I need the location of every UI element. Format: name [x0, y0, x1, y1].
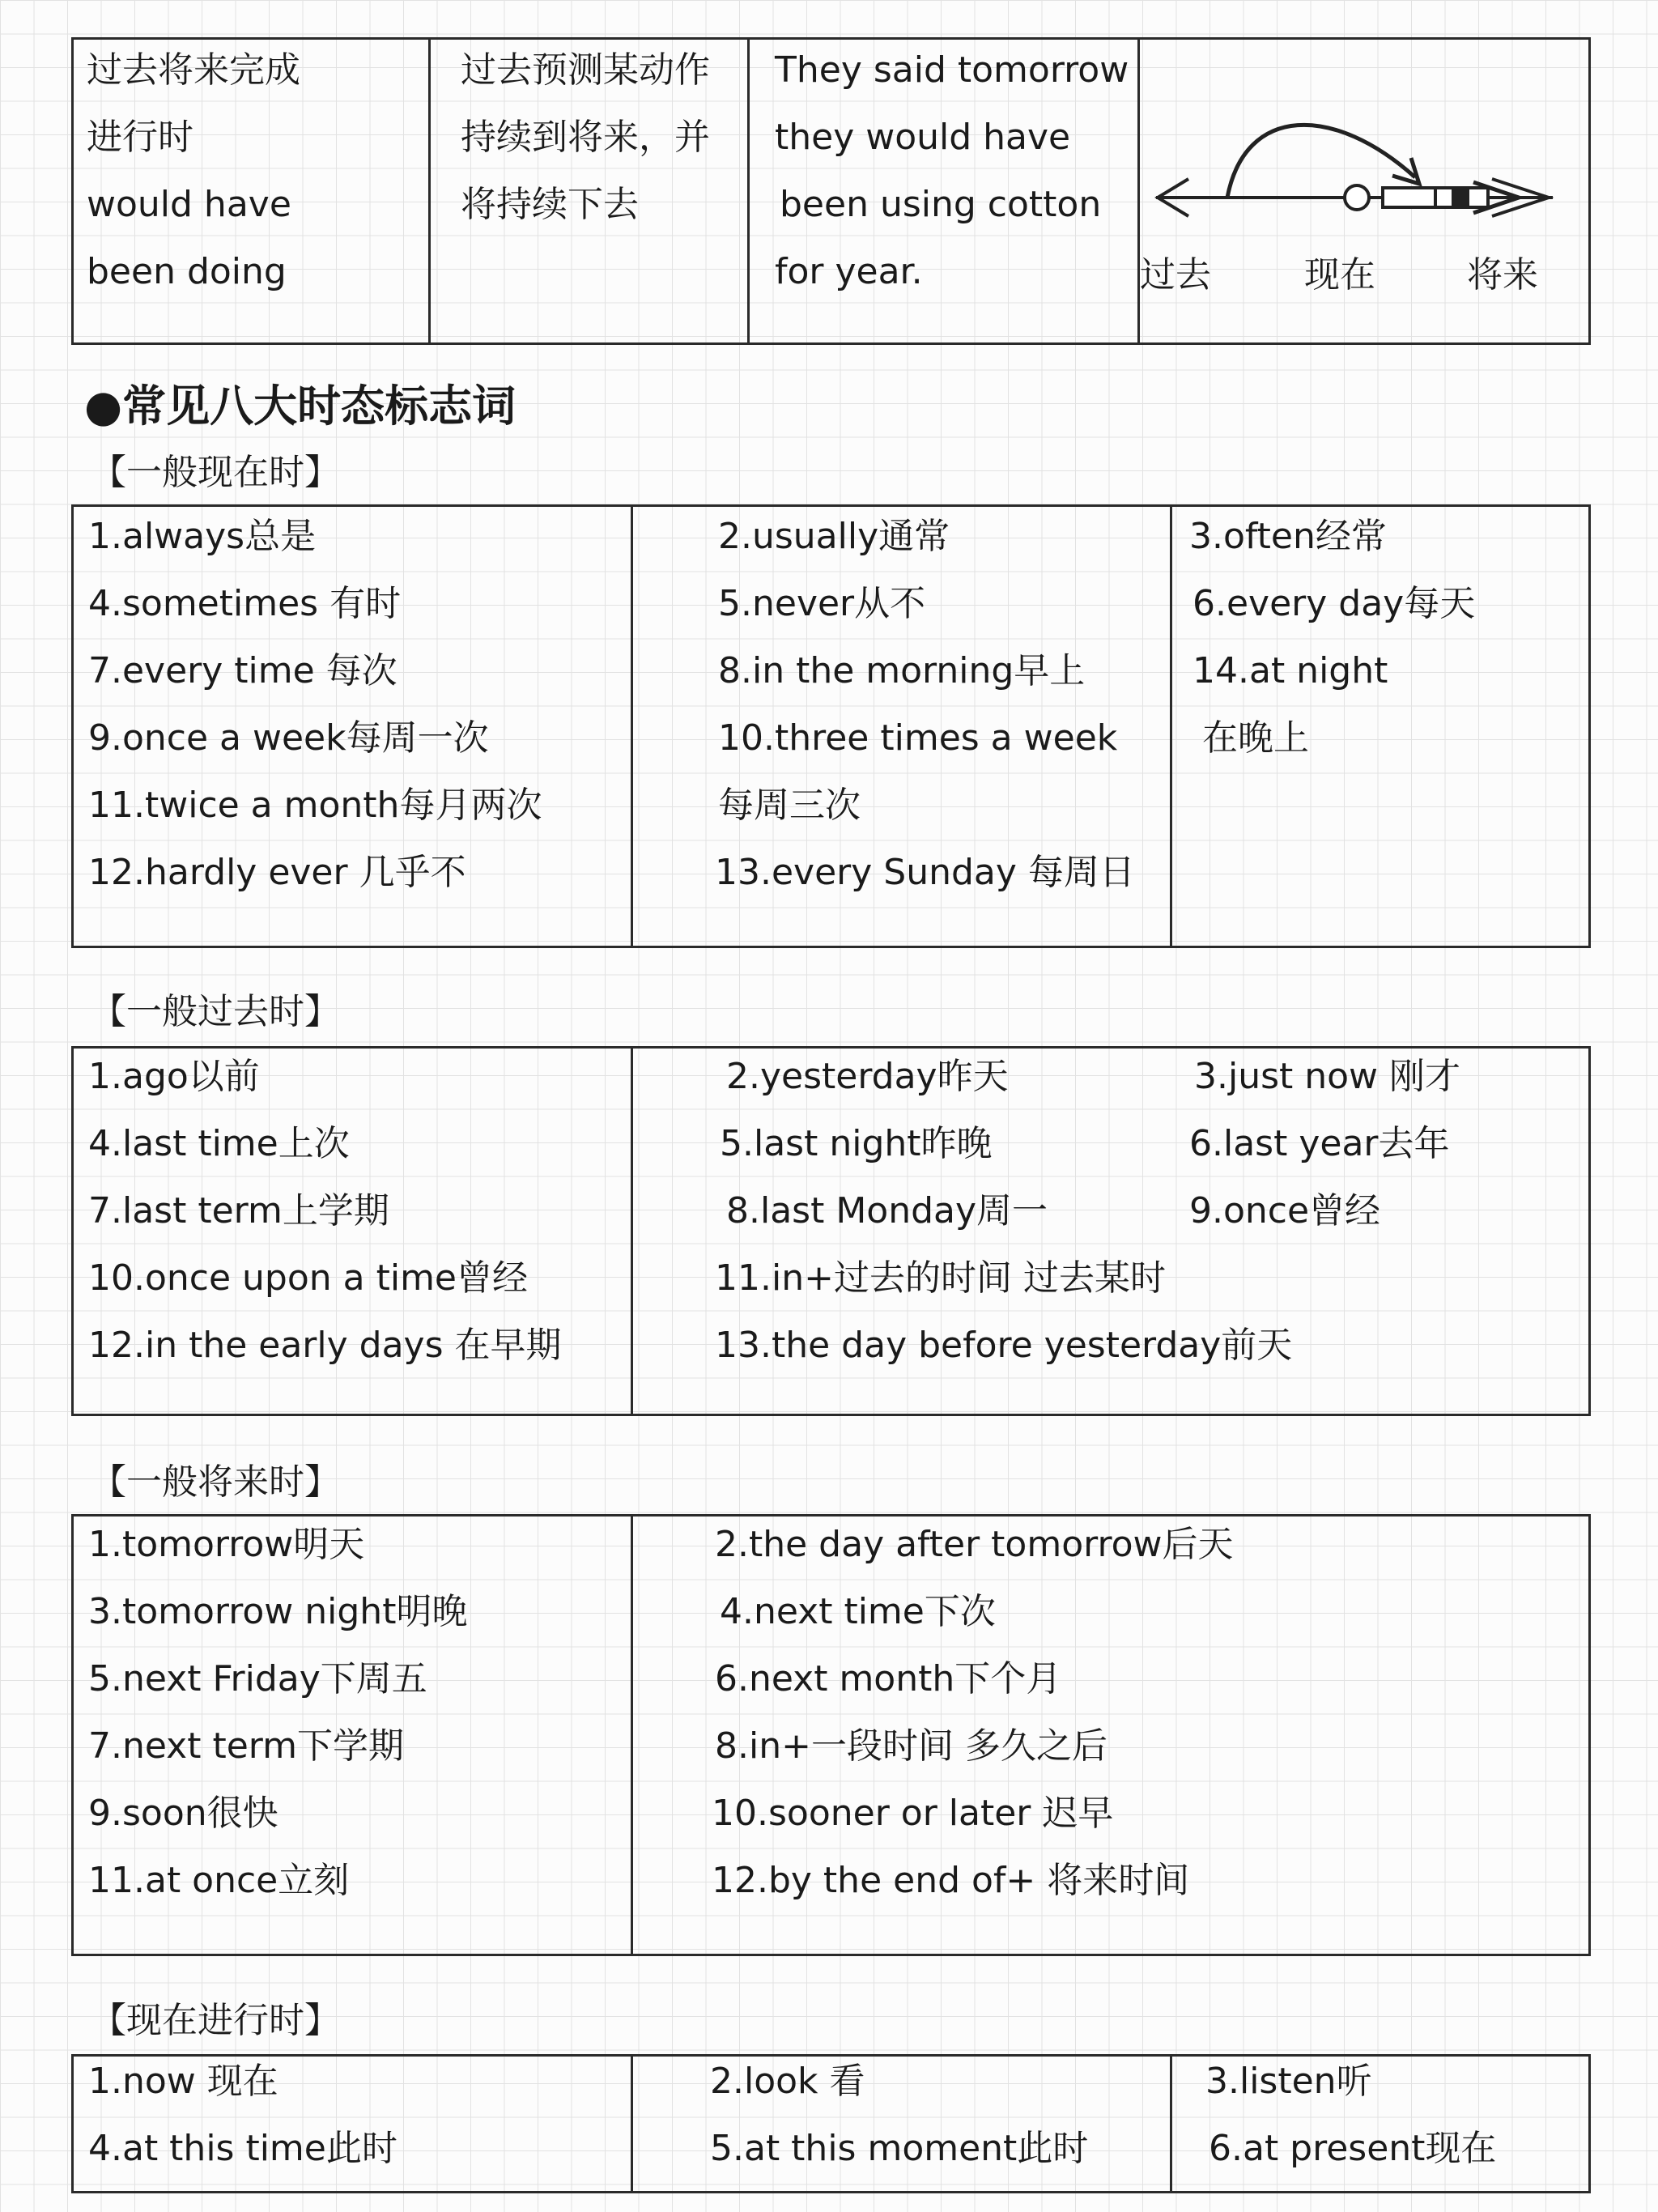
signal-word-item: 1.always总是 — [88, 516, 317, 557]
signal-word-item: 12.by the end of+ 将来时间 — [712, 1860, 1190, 1901]
signal-word-item: 5.last night昨晚 — [720, 1123, 993, 1164]
timeline-label-past: 过去 — [1140, 254, 1211, 296]
example-line: for year. — [775, 251, 923, 292]
signal-word-item: 8.in the morning早上 — [718, 650, 1086, 691]
section-title-simple-present: 【一般现在时】 — [91, 452, 340, 493]
signal-word-item: 6.last year去年 — [1189, 1123, 1450, 1164]
table-simple-present — [71, 504, 1591, 948]
signal-word-item: 8.last Monday周一 — [726, 1190, 1048, 1231]
signal-word-item: 1.now 现在 — [88, 2061, 278, 2102]
section-title-simple-past: 【一般过去时】 — [91, 991, 340, 1032]
timeline-label-future: 将来 — [1467, 254, 1538, 296]
signal-word-item: 3.listen听 — [1205, 2061, 1372, 2102]
tense-name-line: 进行时 — [87, 117, 193, 158]
signal-word-item: 6.next month下个月 — [715, 1658, 1062, 1699]
tense-name-line: would have — [87, 184, 291, 225]
signal-word-item: 1.ago以前 — [88, 1056, 260, 1097]
signal-word-item: 2.usually通常 — [718, 516, 950, 557]
signal-word-item: 11.in+过去的时间 过去某时 — [715, 1257, 1166, 1299]
signal-word-item: 10.three times a week — [718, 717, 1118, 759]
signal-word-item: 8.in+一段时间 多久之后 — [715, 1725, 1107, 1767]
usage-line: 过去预测某动作 — [461, 49, 710, 91]
column-divider — [1170, 2057, 1172, 2191]
signal-word-item: 10.sooner or later 迟早 — [712, 1793, 1114, 1834]
signal-word-item: 5.next Friday下周五 — [88, 1658, 427, 1699]
signal-word-item: 6.at present现在 — [1209, 2128, 1497, 2169]
signal-word-item: 13.the day before yesterday前天 — [715, 1325, 1293, 1366]
column-divider — [631, 2057, 633, 2191]
usage-line: 持续到将来，并 — [461, 117, 710, 158]
tense-name-line: been doing — [87, 251, 287, 292]
signal-word-item: 11.at once立刻 — [88, 1860, 350, 1901]
page-heading: ●常见八大时态标志词 — [84, 381, 517, 432]
signal-word-item: 13.every Sunday 每周日 — [715, 852, 1135, 893]
signal-word-item: 7.every time 每次 — [88, 650, 397, 691]
signal-word-item: 5.never从不 — [718, 583, 926, 624]
column-divider — [631, 507, 633, 946]
table-simple-past — [71, 1046, 1591, 1416]
table-present-continuous — [71, 2054, 1591, 2193]
signal-word-item: 9.once曾经 — [1189, 1190, 1381, 1231]
signal-word-item: 每周三次 — [718, 785, 861, 826]
section-title-simple-future: 【一般将来时】 — [91, 1461, 340, 1503]
signal-word-item: 14.at night — [1192, 650, 1388, 691]
usage-line: 将持续下去 — [461, 184, 639, 225]
signal-word-item: 2.yesterday昨天 — [726, 1056, 1009, 1097]
signal-word-item: 3.tomorrow night明晚 — [88, 1591, 468, 1632]
signal-word-item: 5.at this moment此时 — [710, 2128, 1089, 2169]
column-divider — [1170, 507, 1172, 946]
signal-word-item: 12.hardly ever 几乎不 — [88, 852, 466, 893]
signal-word-item: 9.once a week每周一次 — [88, 717, 489, 759]
signal-word-item: 在晚上 — [1202, 717, 1309, 759]
signal-word-item: 3.just now 刚才 — [1194, 1056, 1461, 1097]
signal-word-item: 7.next term下学期 — [88, 1725, 404, 1767]
column-divider — [631, 1516, 633, 1954]
example-line: been using cotton — [780, 184, 1102, 225]
signal-word-item: 4.last time上次 — [88, 1123, 350, 1164]
table-simple-future — [71, 1514, 1591, 1956]
example-line: They said tomorrow — [775, 49, 1129, 91]
signal-word-item: 4.next time下次 — [720, 1591, 996, 1632]
signal-word-item: 2.the day after tomorrow后天 — [715, 1524, 1234, 1565]
signal-word-item: 2.look 看 — [710, 2061, 865, 2102]
column-divider — [428, 40, 431, 342]
tense-name-line: 过去将来完成 — [87, 49, 300, 91]
signal-word-item: 9.soon很快 — [88, 1793, 278, 1834]
signal-word-item: 10.once upon a time曾经 — [88, 1257, 528, 1299]
signal-word-item: 4.at this time此时 — [88, 2128, 397, 2169]
example-line: they would have — [775, 117, 1071, 158]
signal-word-item: 12.in the early days 在早期 — [88, 1325, 562, 1366]
signal-word-item: 1.tomorrow明天 — [88, 1524, 365, 1565]
column-divider — [747, 40, 750, 342]
column-divider — [631, 1049, 633, 1414]
signal-word-item: 3.often经常 — [1189, 516, 1387, 557]
signal-word-item: 6.every day每天 — [1192, 583, 1476, 624]
signal-word-item: 7.last term上学期 — [88, 1190, 389, 1231]
now-marker — [1345, 185, 1369, 210]
signal-word-item: 4.sometimes 有时 — [88, 583, 402, 624]
section-title-present-continuous: 【现在进行时】 — [91, 2000, 340, 2041]
signal-word-item: 11.twice a month每月两次 — [88, 785, 542, 826]
timeline-diagram — [1140, 40, 1593, 315]
tense-table-past-future-perfect-continuous — [71, 37, 1591, 345]
timeline-label-now: 现在 — [1304, 254, 1375, 296]
